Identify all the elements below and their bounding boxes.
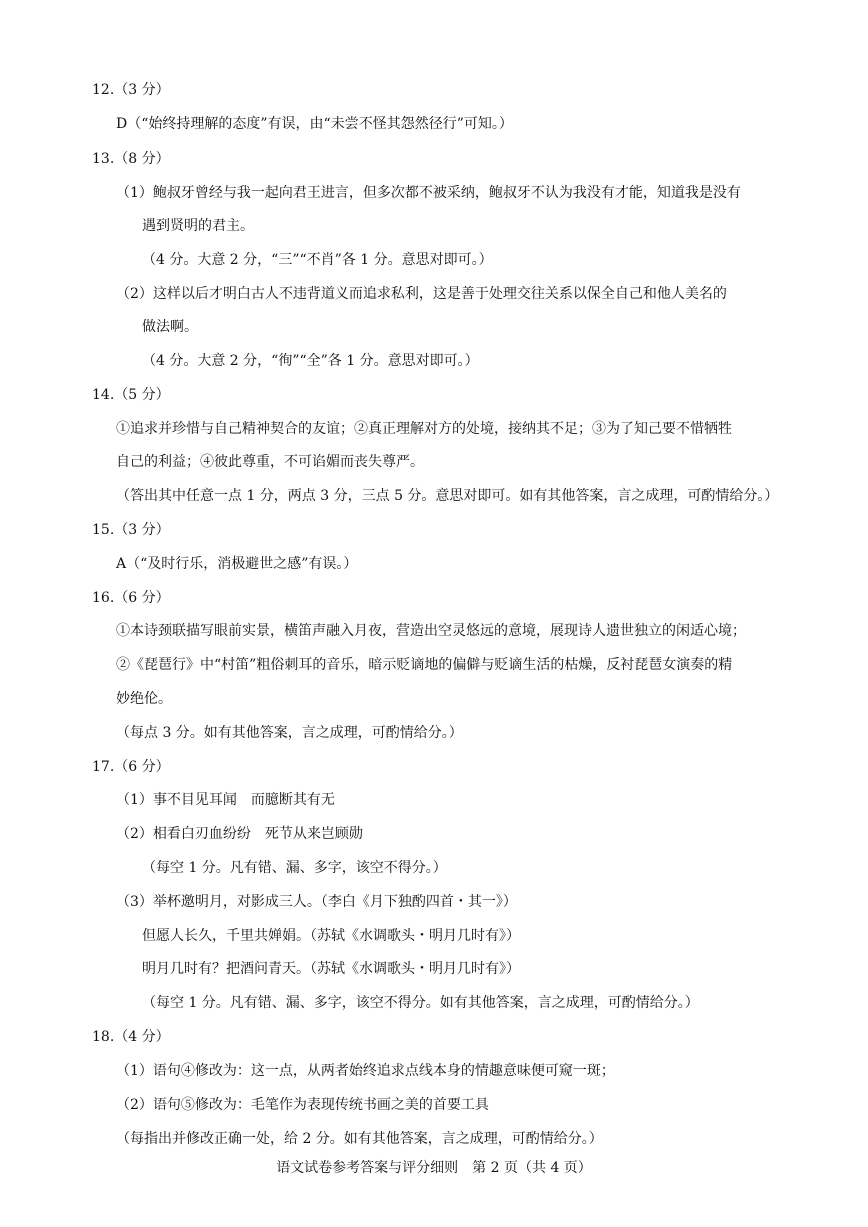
q13-part1-scoring: （4 分。大意 2 分，“三”“不肖”各 1 分。意思对即可。）: [142, 252, 493, 268]
q14-scoring: （答出其中任意一点 1 分，两点 3 分，三点 5 分。意思对即可。如有其他答案，言之成理，可酌情给分。）: [116, 488, 779, 504]
q16-scoring: （每点 3 分。如有其他答案，言之成理，可酌情给分。）: [116, 725, 463, 741]
q15-answer: A（“及时行乐，消极避世之感”有误。）: [116, 556, 358, 572]
q13-part2-scoring: （4 分。大意 2 分，“徇”“全”各 1 分。意思对即可。）: [142, 353, 479, 369]
q16-heading: 16.（6 分）: [92, 590, 170, 606]
q18-scoring: （每指出并修改正确一处，给 2 分。如有其他答案，言之成理，可酌情给分。）: [116, 1131, 603, 1147]
q12-answer: D（“始终持理解的态度”有误，由“未尝不怪其怨然径行”可知。）: [116, 116, 513, 132]
q14-answer: ①追求并珍惜与自己精神契合的友谊；②真正理解对方的处境，接纳其不足；③为了知己要不惜牺牲: [116, 421, 732, 437]
q12-heading: 12.（3 分）: [92, 82, 170, 98]
q16-point2-cont: 妙绝伦。: [116, 691, 172, 707]
q17-scoring-a: （每空 1 分。凡有错、漏、多字，该空不得分。）: [142, 860, 447, 876]
q17-heading: 17.（6 分）: [92, 759, 170, 775]
q13-part1: （1）鲍叔牙曾经与我一起向君王进言，但多次都不被采纳，鲍叔牙不认为我没有才能，知道我是没有: [116, 185, 741, 201]
q15-heading: 15.（3 分）: [92, 522, 170, 538]
q17-part3-line3: 明月几时有？把酒问青天。（苏轼《水调歌头・明月几时有》）: [142, 961, 520, 977]
q17-part2: （2）相看白刃血纷纷 死节从来岂顾勋: [116, 826, 363, 842]
q14-answer-cont: 自己的利益；④彼此尊重，不可谄媚而丧失尊严。: [116, 454, 424, 470]
q13-part1-cont: 遇到贤明的君主。: [142, 218, 254, 234]
q18-part1: （1）语句④修改为：这一点，从两者始终追求点线本身的情趣意味便可窥一斑；: [116, 1063, 615, 1079]
q17-part3-line2: 但愿人长久，千里共婵娟。（苏轼《水调歌头・明月几时有》）: [142, 928, 520, 944]
q16-point2: ②《琵琶行》中“村笛”粗俗刺耳的音乐，暗示贬谪地的偏僻与贬谪生活的枯燥，反衬琵琶女演奏的精: [116, 657, 733, 673]
q13-part2-cont: 做法啊。: [142, 319, 198, 335]
q16-point1: ①本诗颈联描写眼前实景，横笛声融入月夜，营造出空灵悠远的意境，展现诗人遗世独立的闲适心境；: [116, 623, 746, 639]
q14-heading: 14.（5 分）: [92, 387, 170, 403]
q17-part3-line1: （3）举杯邀明月，对影成三人。（李白《月下独酌四首・其一》）: [116, 894, 517, 910]
q17-scoring-b: （每空 1 分。凡有错、漏、多字，该空不得分。如有其他答案，言之成理，可酌情给分。）: [142, 995, 699, 1011]
q17-part1: （1）事不目见耳闻 而臆断其有无: [116, 792, 335, 808]
q13-heading: 13.（8 分）: [92, 151, 170, 167]
q18-heading: 18.（4 分）: [92, 1029, 170, 1045]
page-footer: 语文试卷参考答案与评分细则 第 2 页（共 4 页）: [276, 1160, 592, 1176]
q13-part2: （2）这样以后才明白古人不违背道义而追求私利，这是善于处理交往关系以保全自己和他人美名的: [116, 286, 727, 302]
q18-part2: （2）语句⑤修改为：毛笔作为表现传统书画之美的首要工具: [116, 1097, 489, 1113]
